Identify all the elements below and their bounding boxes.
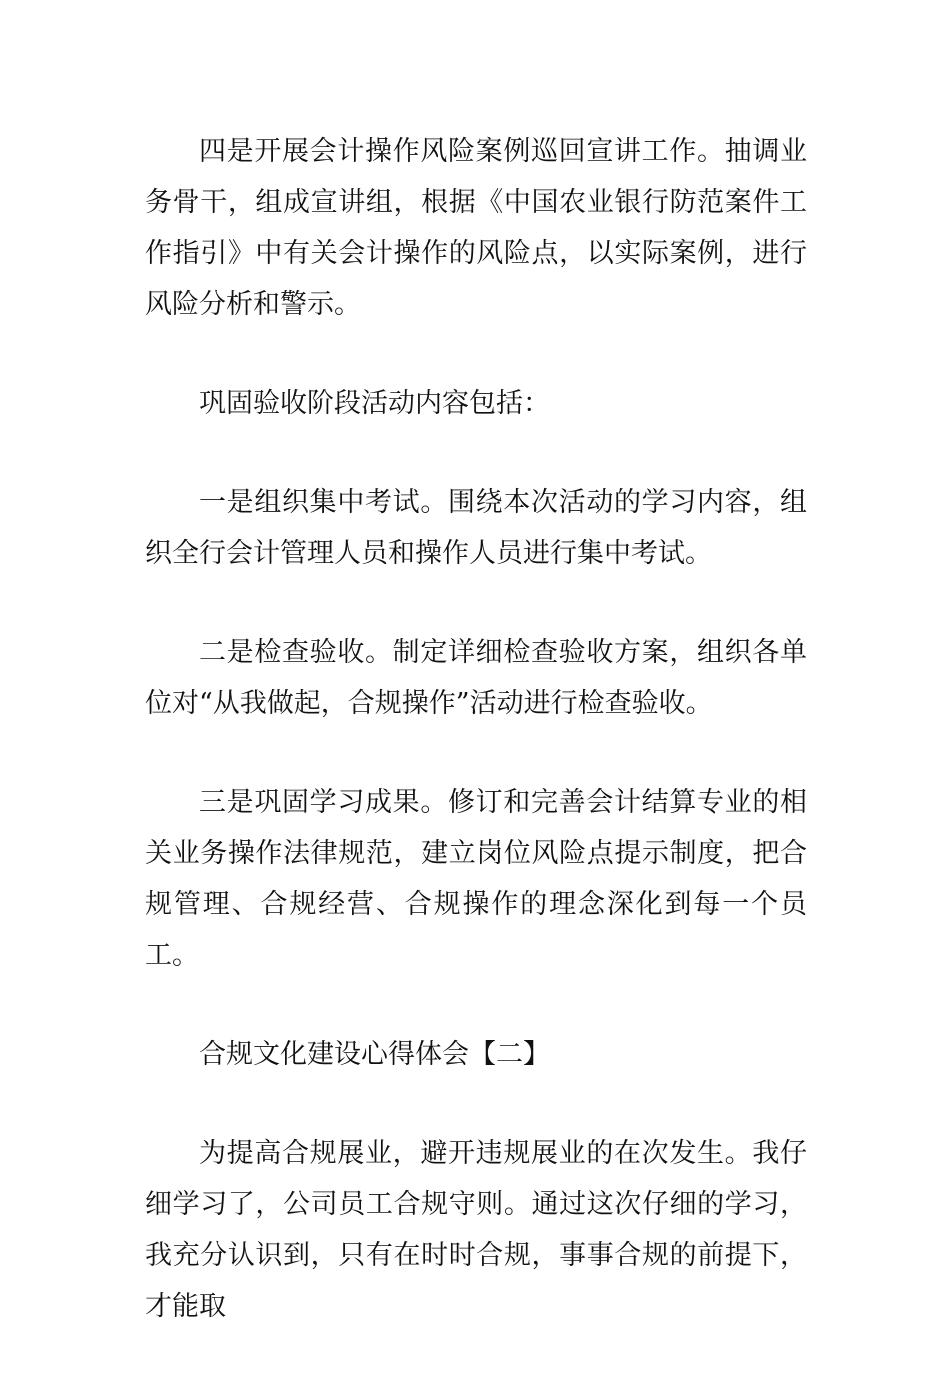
paragraph-7: 为提高合规展业，避开违规展业的在次发生。我仔细学习了，公司员工合规守则。通过这次仔细的学习，我充分认识到，只有在时时合规，事事合规的前提下，才能取 — [145, 1138, 807, 1322]
document-body — [145, 126, 807, 1380]
paragraph-3: 一是组织集中考试。围绕本次活动的学习内容，组织全行会计管理人员和操作人员进行集中考试。 — [145, 487, 807, 569]
paragraph-5: 三是巩固学习成果。修订和完善会计结算专业的相关业务操作法律规范，建立岗位风险点提示制度，把合规管理、合规经营、合规操作的理念深化到每一个员工。 — [145, 787, 807, 971]
paragraph-2-section-heading: 巩固验收阶段活动内容包括： — [199, 388, 550, 419]
paragraph-6-subtitle: 合规文化建设心得体会【二】 — [199, 1039, 550, 1070]
paragraph-4: 二是检查验收。制定详细检查验收方案，组织各单位对“从我做起，合规操作”活动进行检查验收。 — [145, 637, 807, 719]
paragraph-1: 四是开展会计操作风险案例巡回宣讲工作。抽调业务骨干，组成宣讲组，根据《中国农业银行防范案件工作指引》中有关会计操作的风险点，以实际案例，进行风险分析和警示。 — [145, 136, 807, 320]
